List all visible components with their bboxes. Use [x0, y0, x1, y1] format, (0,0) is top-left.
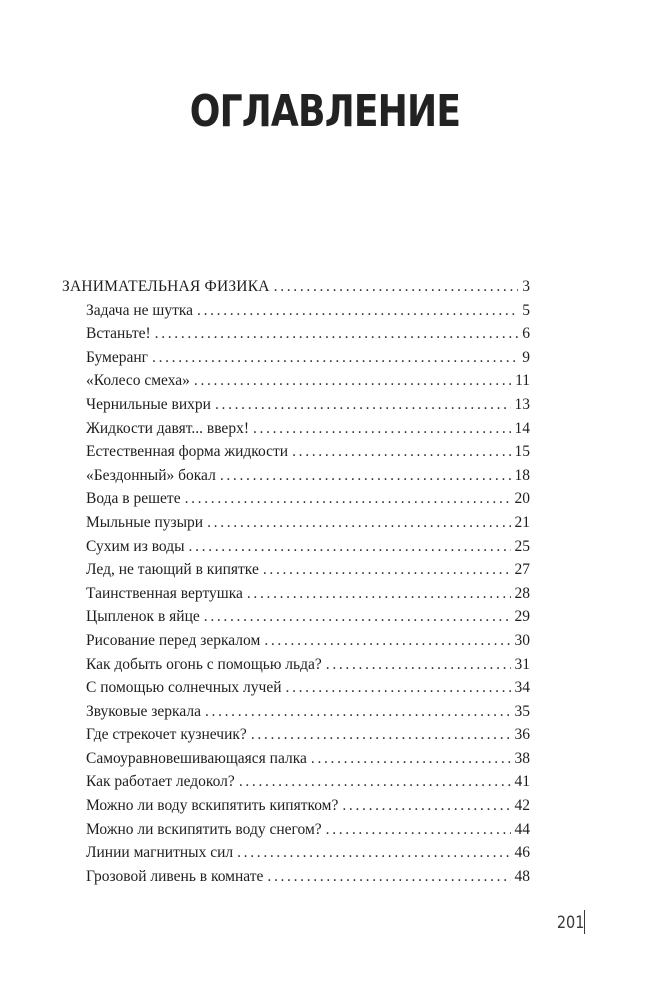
toc-entry[interactable] [62, 582, 530, 606]
toc-entry-title: Чернильные вихри [86, 395, 211, 413]
dot-leader [342, 794, 510, 818]
table-of-contents [62, 275, 530, 888]
toc-entry[interactable] [62, 770, 530, 794]
toc-entry[interactable] [62, 393, 530, 417]
toc-entry-page: 15 [514, 443, 530, 461]
dot-leader [215, 393, 511, 417]
dot-leader [194, 369, 511, 393]
toc-entry-title: Бумеранг [86, 348, 149, 366]
page-number: 201 [556, 913, 584, 933]
toc-entry[interactable] [62, 322, 530, 346]
toc-section-title: ЗАНИМАТЕЛЬНАЯ ФИЗИКА [62, 278, 270, 295]
toc-entry[interactable] [62, 653, 530, 677]
toc-entry[interactable] [62, 369, 530, 393]
toc-entry[interactable] [62, 723, 530, 747]
toc-entry-title: Самоуравновешивающаяся палка [86, 749, 307, 767]
dot-leader [253, 417, 511, 441]
toc-entry-title: Линии магнитных сил [86, 844, 234, 862]
toc-entry-title: «Колесо смеха» [86, 372, 190, 390]
toc-entry[interactable] [62, 700, 530, 724]
toc-entry-title: Лед, не тающий в кипятке [86, 561, 259, 579]
dot-leader [292, 440, 510, 464]
toc-entry[interactable] [62, 865, 530, 889]
toc-entry-title: Встаньте! [86, 325, 151, 343]
toc-entry-page: 20 [514, 490, 530, 508]
toc-entry-title: Грозовой ливень в комнате [86, 867, 264, 885]
toc-entry-title: Таинственная вертушка [86, 584, 243, 602]
toc-entry-title: Сухим из воды [86, 537, 185, 555]
toc-entry-page: 5 [522, 301, 530, 319]
toc-entry[interactable] [62, 440, 530, 464]
dot-leader [286, 676, 511, 700]
dot-leader [220, 464, 511, 488]
dot-leader [311, 747, 511, 771]
dot-leader [264, 629, 510, 653]
toc-section[interactable] [62, 275, 530, 299]
toc-entry[interactable] [62, 417, 530, 441]
toc-entry-title: Как работает ледокол? [86, 773, 235, 791]
toc-entry[interactable] [62, 299, 530, 323]
toc-entry-page: 30 [514, 631, 530, 649]
toc-entry[interactable] [62, 535, 530, 559]
dot-leader [197, 299, 518, 323]
toc-entry-title: Жидкости давят... вверх! [86, 419, 249, 437]
toc-entry-page: 28 [514, 584, 530, 602]
toc-entry-page: 36 [514, 726, 530, 744]
dot-leader [263, 558, 511, 582]
toc-entry-page: 38 [514, 749, 530, 767]
dot-leader [239, 770, 511, 794]
dot-leader [155, 322, 519, 346]
toc-entry-page: 41 [514, 773, 530, 791]
toc-entry[interactable] [62, 464, 530, 488]
toc-entry-title: Вода в решете [86, 490, 181, 508]
dot-leader [207, 511, 510, 535]
dot-leader [267, 865, 510, 889]
toc-entry[interactable] [62, 841, 530, 865]
toc-entry[interactable] [62, 629, 530, 653]
dot-leader [204, 605, 511, 629]
toc-entry[interactable] [62, 676, 530, 700]
toc-entry-title: Рисование перед зеркалом [86, 631, 261, 649]
toc-entry[interactable] [62, 558, 530, 582]
toc-entry[interactable] [62, 346, 530, 370]
dot-leader [237, 841, 510, 865]
toc-entry-page: 9 [522, 348, 530, 366]
toc-entry[interactable] [62, 487, 530, 511]
dot-leader [152, 346, 518, 370]
toc-entry-title: Мыльные пузыри [86, 513, 204, 531]
toc-entry-title: Задача не шутка [86, 301, 194, 319]
toc-entry-page: 13 [514, 395, 530, 413]
toc-entry-title: Звуковые зеркала [86, 702, 201, 720]
dot-leader [189, 535, 511, 559]
toc-entry-page: 11 [515, 372, 530, 390]
toc-entry[interactable] [62, 747, 530, 771]
toc-entry[interactable] [62, 818, 530, 842]
toc-entry-title: Как добыть огонь с помощью льда? [86, 655, 322, 673]
toc-entry-page: 48 [514, 867, 530, 885]
toc-entry-page: 42 [514, 797, 530, 815]
dot-leader [274, 275, 519, 299]
toc-entry-title: Цыпленок в яйце [86, 608, 200, 626]
toc-entry-title: Где стрекочет кузнечик? [86, 726, 247, 744]
toc-entry[interactable] [62, 511, 530, 535]
toc-entry-page: 46 [514, 844, 530, 862]
toc-entry-page: 31 [514, 655, 530, 673]
toc-entry-title: С помощью солнечных лучей [86, 679, 282, 697]
toc-section-page: 3 [522, 278, 530, 295]
dot-leader [326, 653, 511, 677]
dot-leader [251, 723, 511, 747]
toc-entry-page: 44 [514, 820, 530, 838]
toc-entry-page: 21 [514, 513, 530, 531]
toc-entry-page: 35 [514, 702, 530, 720]
dot-leader [185, 487, 511, 511]
dot-leader [326, 818, 511, 842]
toc-entry-title: Можно ли вскипятить воду снегом? [86, 820, 322, 838]
dot-leader [247, 582, 511, 606]
toc-entry-page: 25 [514, 537, 530, 555]
toc-entry-page: 6 [522, 325, 530, 343]
toc-entry[interactable] [62, 794, 530, 818]
toc-entry-title: Можно ли воду вскипятить кипятком? [86, 797, 339, 815]
toc-entry-page: 34 [514, 679, 530, 697]
toc-entry-title: Естественная форма жидкости [86, 443, 289, 461]
toc-entry[interactable] [62, 605, 530, 629]
toc-entry-page: 18 [514, 466, 530, 484]
toc-entry-page: 29 [514, 608, 530, 626]
toc-entry-title: «Бездонный» бокал [86, 466, 216, 484]
toc-entry-page: 14 [514, 419, 530, 437]
dot-leader [205, 700, 511, 724]
toc-entry-page: 27 [514, 561, 530, 579]
page-title: ОГЛАВЛЕНИЕ [189, 86, 461, 137]
